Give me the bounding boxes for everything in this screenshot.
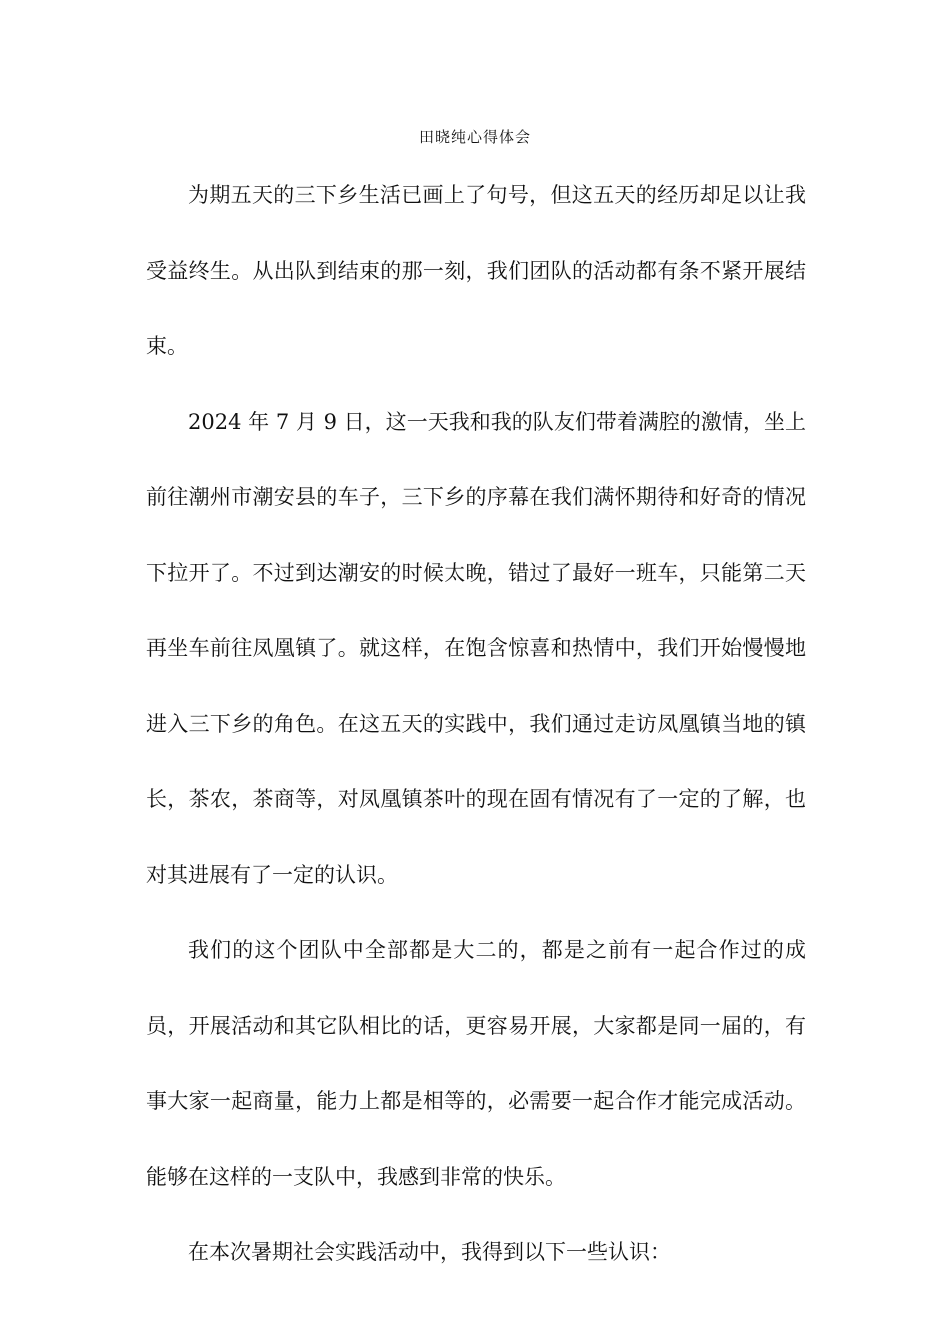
paragraph-4: 在本次暑期社会实践活动中，我得到以下一些认识： (188, 1240, 671, 1264)
document-body (146, 158, 806, 1291)
paragraph-3: 我们的这个团队中全部都是大二的，都是之前有一起合作过的成员，开展活动和其它队相比的话，更容易开展，大家都是同一届的，有事大家一起商量，能力上都是相等的，必需要一起合作才能完成活动。能够在这样的一支队中，我感到非常的快乐。 (146, 938, 806, 1189)
paragraph-1: 为期五天的三下乡生活已画上了句号，但这五天的经历却足以让我受益终生。从出队到结束的那一刻，我们团队的活动都有条不紧开展结束。 (146, 183, 806, 358)
paragraph-2: 2024 年 7 月 9 日，这一天我和我的队友们带着满腔的激情，坐上前往潮州市潮安县的车子，三下乡的序幕在我们满怀期待和好奇的情况下拉开了。不过到达潮安的时候太晚，错过了最好一班车，只能第二天再坐车前往凤凰镇了。就这样，在饱含惊喜和热情中，我们开始慢慢地进入三下乡的角色。在这五天的实践中，我们通过走访凤凰镇当地的镇长，茶农，茶商等，对凤凰镇茶叶的现在固有情况有了一定的了解，也对其进展有了一定的认识。 (146, 409, 806, 887)
document-title: 田晓纯心得体会 (418, 128, 531, 146)
